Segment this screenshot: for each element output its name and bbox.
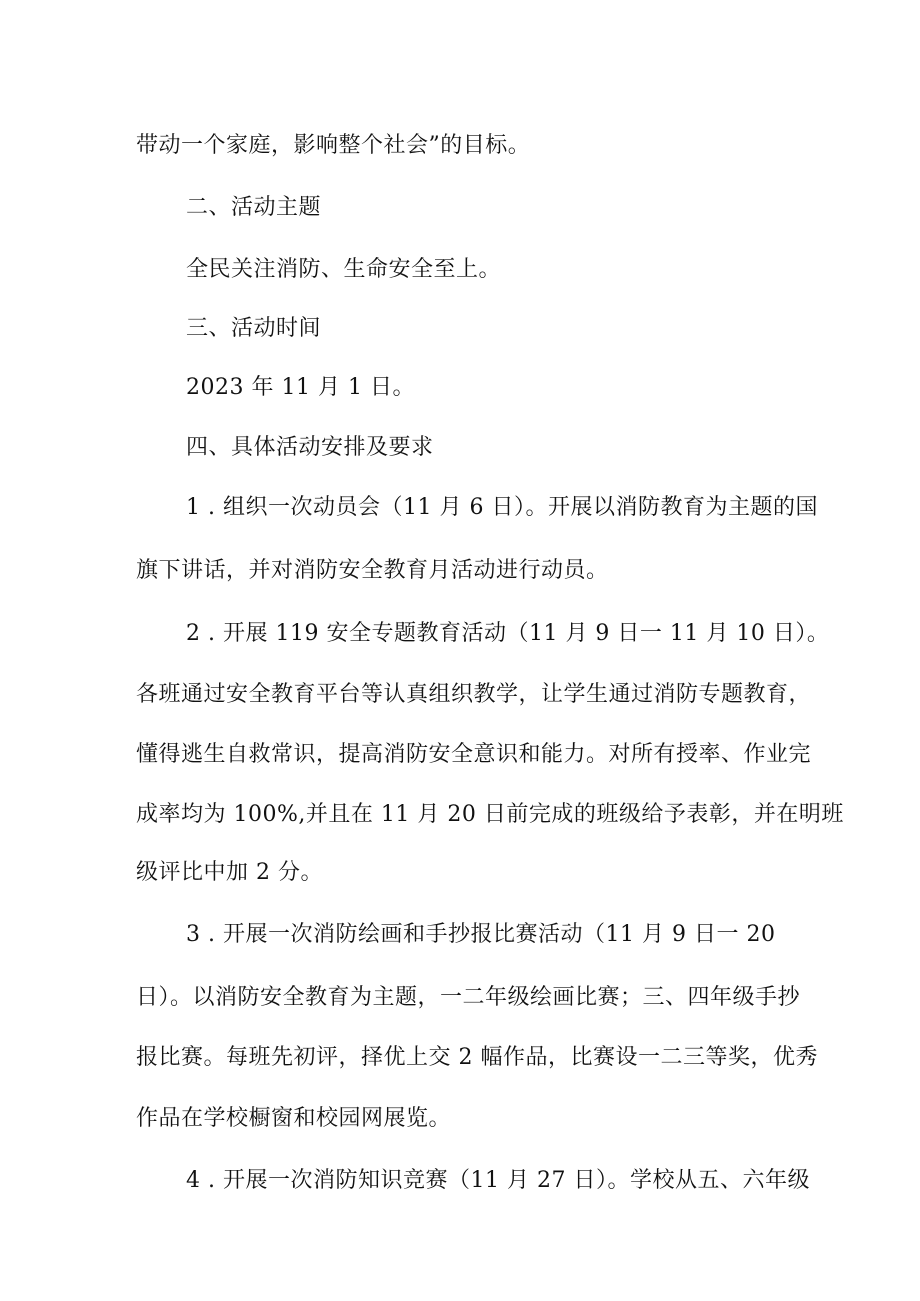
paragraph-line: 作品在学校橱窗和校园网展览。 xyxy=(136,1106,452,1131)
paragraph-line: 成率均为 100%,并且在 11 月 20 日前完成的班级给予表彰，并在明班 xyxy=(136,802,844,827)
section-heading-time: 三、活动时间 xyxy=(186,316,322,341)
paragraph-line: 各班通过安全教育平台等认真组织教学，让学生通过消防专题教育， xyxy=(136,682,812,707)
paragraph-line: 懂得逃生自救常识，提高消防安全意识和能力。对所有授率、作业完 xyxy=(136,742,812,767)
paragraph-line: 日）。以消防安全教育为主题，一二年级绘画比赛；三、四年级手抄 xyxy=(136,985,801,1010)
paragraph-line: 报比赛。每班先初评，择优上交 2 幅作品，比赛设一二三等奖，优秀 xyxy=(136,1045,818,1070)
paragraph-line: 全民关注消防、生命安全至上。 xyxy=(186,257,502,282)
list-item-2-line: 2 . 开展 119 安全专题教育活动（11 月 9 日一 11 月 10 日）。 xyxy=(186,621,830,646)
list-item-1-line: 1 . 组织一次动员会（11 月 6 日）。开展以消防教育为主题的国 xyxy=(186,495,818,520)
paragraph-line: 级评比中加 2 分。 xyxy=(136,860,323,885)
section-heading-theme: 二、活动主题 xyxy=(186,195,322,220)
paragraph-line: 旗下讲话，并对消防安全教育月活动进行动员。 xyxy=(136,558,609,583)
list-item-3-line: 3 . 开展一次消防绘画和手抄报比赛活动（11 月 9 日一 20 xyxy=(186,922,776,947)
paragraph-line: 带动一个家庭，影响整个社会”的目标。 xyxy=(136,133,531,158)
list-item-4-line: 4 . 开展一次消防知识竞赛（11 月 27 日）。学校从五、六年级 xyxy=(186,1168,810,1193)
section-heading-arrangements: 四、具体活动安排及要求 xyxy=(186,435,434,460)
paragraph-line: 2023 年 11 月 1 日。 xyxy=(186,375,415,400)
